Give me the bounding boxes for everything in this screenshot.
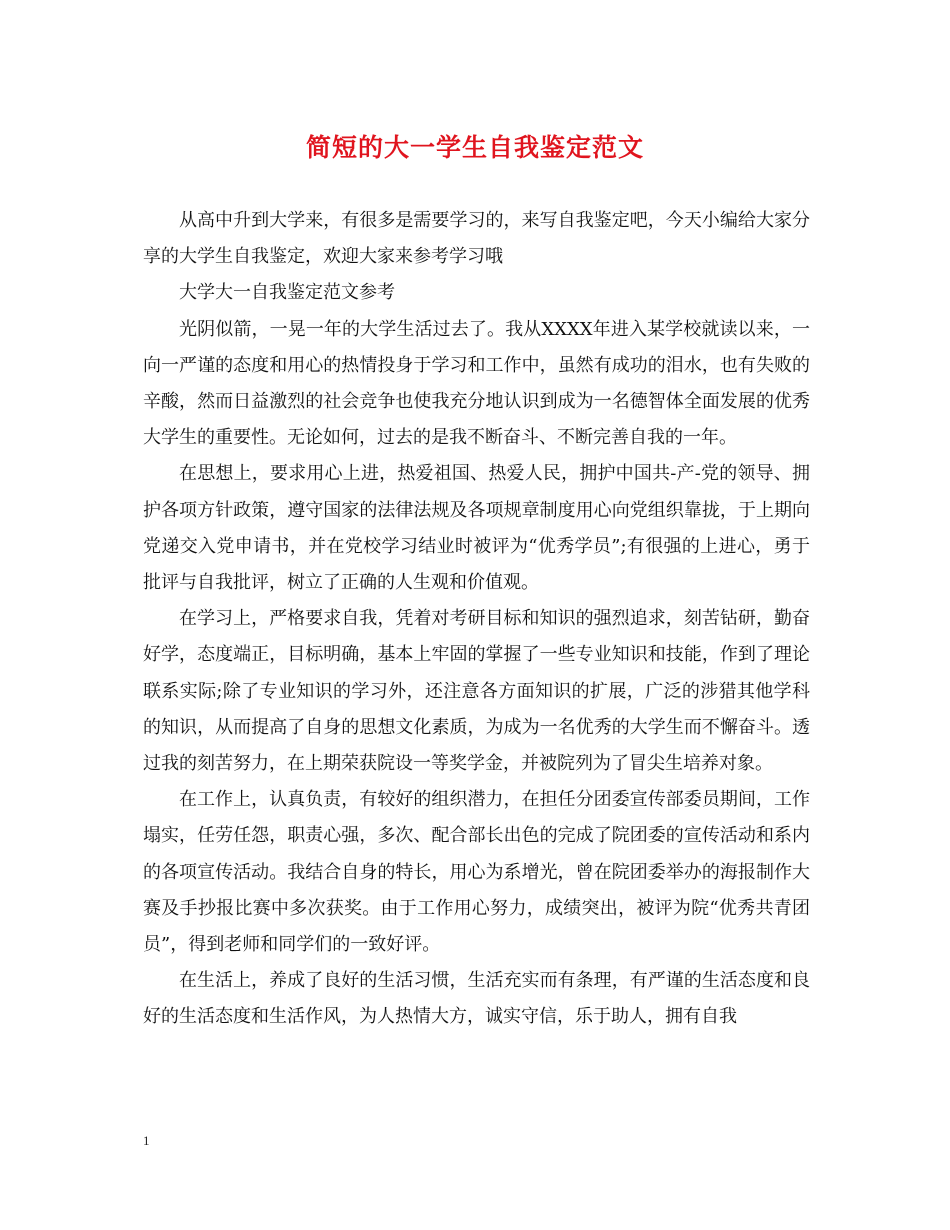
page-number: 1 — [143, 1133, 150, 1148]
document-title: 简短的大一学生自我鉴定范文 — [305, 133, 644, 162]
paragraph-subtitle: 大学大一自我鉴定范文参考 — [179, 282, 395, 304]
paragraph-life: 在生活上，养成了良好的生活习惯，生活充实而有条理，有严谨的生活态度和良好的生活态度和生活作风，为人热情大方，诚实守信，乐于助人，拥有自我 — [143, 970, 810, 1028]
paragraph-intro: 从高中升到大学来，有很多是需要学习的，来写自我鉴定吧，今天小编给大家分享的大学生自我鉴定，欢迎大家来参考学习哦 — [143, 210, 810, 268]
document-body — [143, 203, 810, 1036]
paragraph-thought: 在思想上，要求用心上进，热爱祖国、热爱人民，拥护中国共-产-党的领导、拥护各项方针政策，遵守国家的法律法规及各项规章制度用心向党组织靠拢，于上期向党递交入党申请书，并在党校学习结业时被评为“优秀学员”;有很强的上进心，勇于批评与自我批评，树立了正确的人生观和价值观。 — [143, 463, 810, 594]
paragraph-overview: 光阴似箭，一晃一年的大学生活过去了。我从XXXX年进入某学校就读以来，一向一严谨的态度和用心的热情投身于学习和工作中，虽然有成功的泪水，也有失败的辛酸，然而日益激烈的社会竞争也使我充分地认识到成为一名德智体全面发展的优秀大学生的重要性。无论如何，过去的是我不断奋斗、不断完善自我的一年。 — [143, 318, 810, 449]
paragraph-work: 在工作上，认真负责，有较好的组织潜力，在担任分团委宣传部委员期间，工作塌实，任劳任怨，职责心强，多次、配合部长出色的完成了院团委的宣传活动和系内的各项宣传活动。我结合自身的特长，用心为系增光，曾在院团委举办的海报制作大赛及手抄报比赛中多次获奖。由于工作用心努力，成绩突出，被评为院“优秀共青团员”，得到老师和同学们的一致好评。 — [143, 789, 810, 956]
paragraph-study: 在学习上，严格要求自我，凭着对考研目标和知识的强烈追求，刻苦钻研，勤奋好学，态度端正，目标明确，基本上牢固的掌握了一些专业知识和技能，作到了理论联系实际;除了专业知识的学习外，还注意各方面知识的扩展，广泛的涉猎其他学科的知识，从而提高了自身的思想文化素质，为成为一名优秀的大学生而不懈奋斗。透过我的刻苦努力，在上期荣获院设一等奖学金，并被院列为了冒尖生培养对象。 — [143, 608, 810, 775]
